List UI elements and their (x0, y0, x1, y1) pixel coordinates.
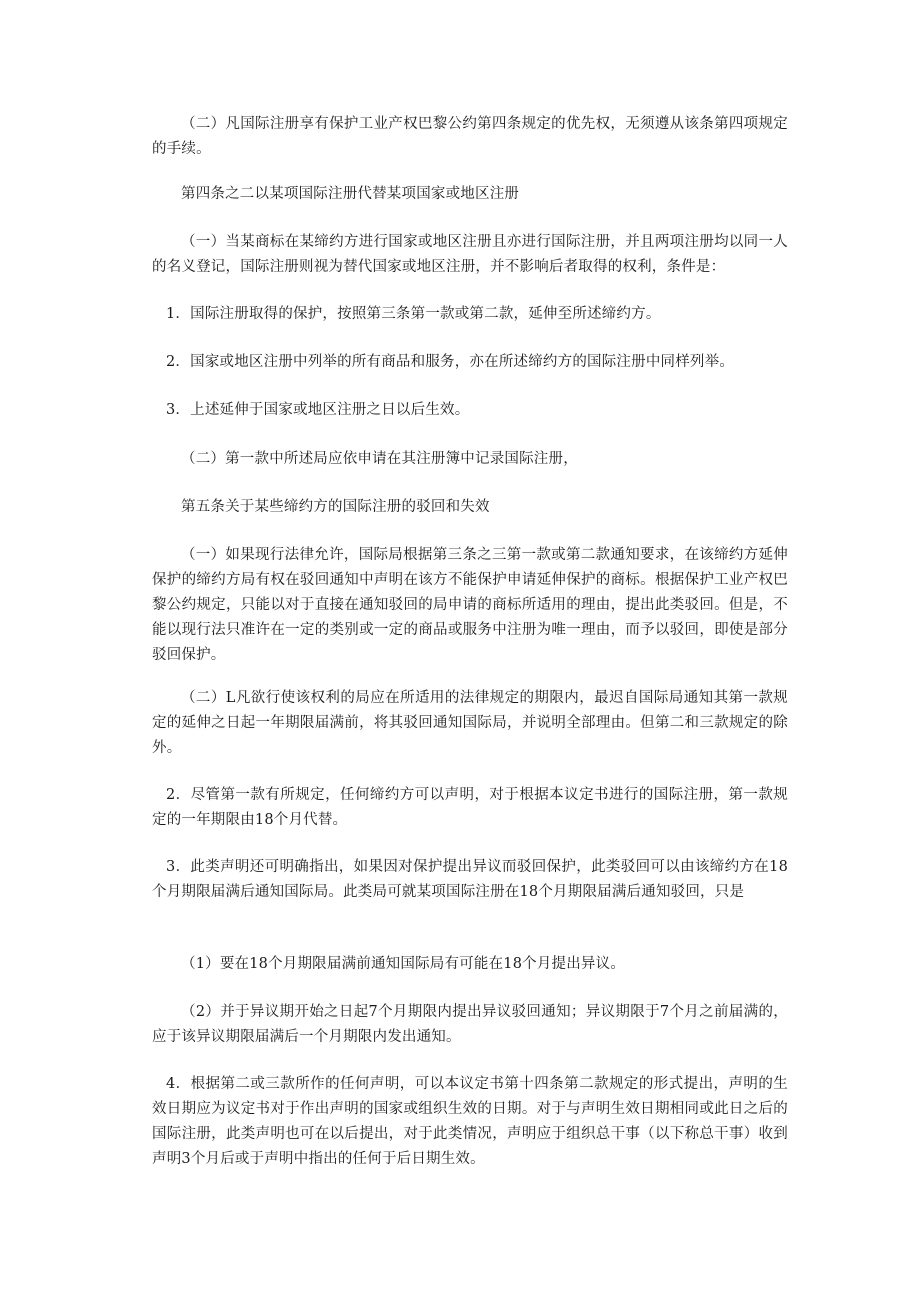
article-5-heading: 第五条关于某些缔约方的国际注册的驳回和失效 (181, 499, 490, 515)
sub-item-2: （2）并于异议期开始之日起7个月期限内提出异议驳回通知；异议期限于7个月之前届满的，应于该异议期限届满后一个月期限内发出通知。 (152, 1004, 788, 1045)
paragraph-refusal-time-limit: （二）L凡欲行使该权利的局应在所适用的法律规定的期限内，最迟自国际局通知其第一款规定的延伸之日起一年期限届满前，将其驳回通知国际局，并说明全部理由。但第二和三款规定的除外。 (152, 690, 788, 756)
list-item-3: 3．上述延伸于国家或地区注册之日以后生效。 (166, 402, 470, 418)
list-item-2: 2．国家或地区注册中列举的所有商品和服务，亦在所述缔约方的国际注册中同样列举。 (166, 354, 735, 370)
paragraph-replacement-conditions: （一）当某商标在某缔约方进行国家或地区注册且亦进行国际注册，并且两项注册均以同一人的名义登记，国际注册则视为替代国家或地区注册，并不影响后者取得的权利，条件是： (152, 234, 788, 275)
list-item-1: 1．国际注册取得的保护，按照第三条第一款或第二款，延伸至所述缔约方。 (166, 306, 661, 322)
article-4bis-heading: 第四条之二以某项国际注册代替某项国家或地区注册 (181, 186, 520, 202)
paragraph-refusal-grounds: （一）如果现行法律允许，国际局根据第三条之三第一款或第二款通知要求，在该缔约方延伸保护的缔约方局有权在驳回通知中声明在该方不能保护申请延伸保护的商标。根据保护工业产权巴黎公约规定，只能以对于直接在通知驳回的局申请的商标所适用的理由，提出此类驳回。但是，不能以现行法只准许在一定的类别或一定的商品或服务中注册为唯一理由，而予以驳回，即使是部分驳回保护。 (152, 547, 788, 663)
list-item-3-opposition: 3．此类声明还可明确指出，如果因对保护提出异议而驳回保护，此类驳回可以由该缔约方在18个月期限届满后通知国际局。此类局可就某项国际注册在18个月期限届满后通知驳回，只是 (152, 859, 788, 900)
list-item-4-declaration: 4．根据第二或三款所作的任何声明，可以本议定书第十四条第二款规定的形式提出，声明的生效日期应为议定书对于作出声明的国家或组织生效的日期。对于与声明生效日期相同或此日之后的国际注册，此类声明也可在以后提出，对于此类情况，声明应于组织总干事（以下称总干事）收到声明3个月后或于声明中指出的任何于后日期生效。 (152, 1076, 788, 1167)
paragraph-priority-right: （二）凡国际注册享有保护工业产权巴黎公约第四条规定的优先权，无须遵从该条第四项规定的手续。 (152, 116, 788, 157)
sub-item-1: （1）要在18个月期限届满前通知国际局有可能在18个月提出异议。 (181, 956, 626, 972)
paragraph-register-recording: （二）第一款中所述局应依申请在其注册簿中记录国际注册， (181, 451, 578, 467)
list-item-2-eighteen-months: 2．尽管第一款有所规定，任何缔约方可以声明，对于根据本议定书进行的国际注册，第一款规定的一年期限由18个月代替。 (152, 787, 788, 828)
